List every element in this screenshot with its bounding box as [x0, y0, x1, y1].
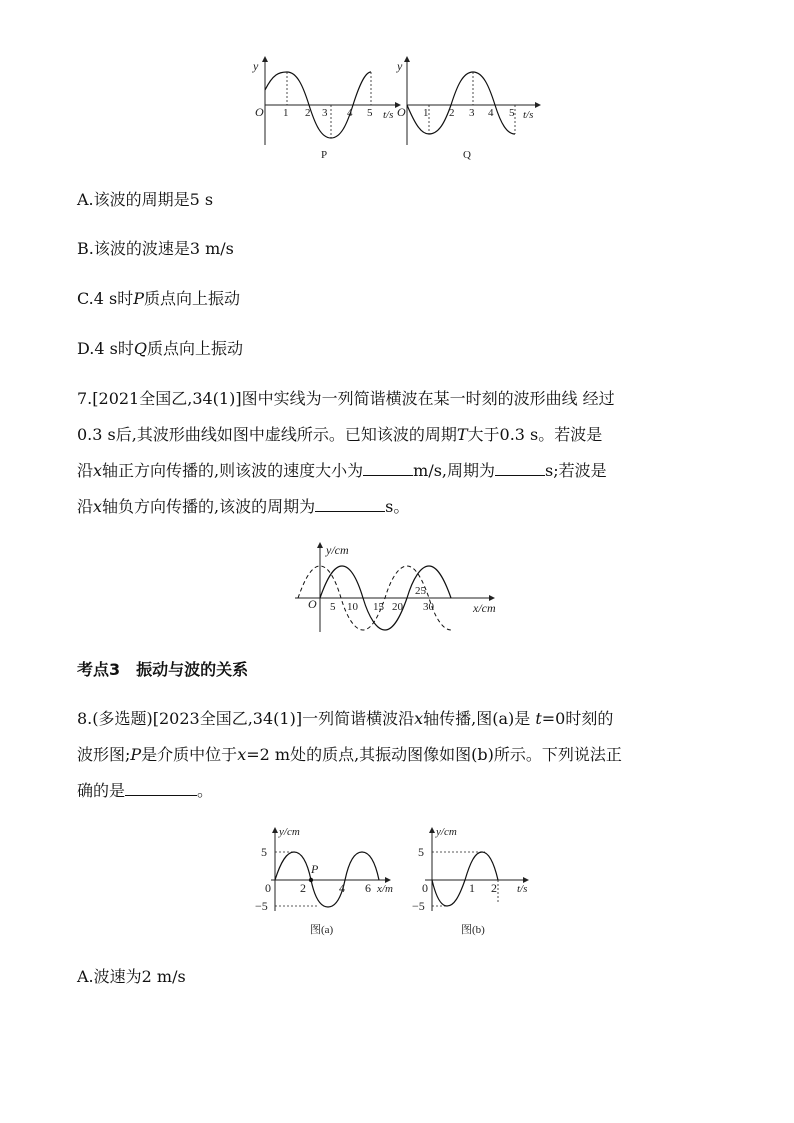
q7-blank-period-pos[interactable] — [495, 460, 545, 476]
figure-8a-tick: 2 — [300, 881, 306, 895]
figure-7-tick: 10 — [347, 601, 358, 613]
graph-p-tick: 1 — [283, 107, 289, 119]
figure-8a-y-label: y/cm — [279, 826, 300, 838]
q8-line-2-a: 波形图; — [77, 745, 131, 764]
figure-8b-t-label: t/s — [517, 883, 528, 895]
q7-line-3-c: m/s,周期为 — [413, 461, 496, 480]
q7-line-4 — [77, 496, 409, 518]
figure-7-svg — [293, 540, 513, 635]
q7-line-3 — [77, 460, 607, 482]
q8-answer-blank[interactable] — [125, 780, 197, 796]
q7-line-3-a: 沿 — [77, 461, 94, 480]
figure-8a — [255, 826, 393, 936]
graph-p-tick: 4 — [347, 107, 353, 119]
q8-line-1-c: =0时刻的 — [541, 709, 614, 728]
q6-option-c — [77, 288, 240, 310]
graph-p-caption: P — [321, 149, 328, 161]
figure-7 — [293, 540, 513, 635]
q8-var-t: t — [535, 709, 542, 728]
graph-q-tick: 2 — [449, 107, 455, 119]
q8-line-1 — [77, 708, 613, 730]
figure-8a-point-p-label: P — [311, 862, 319, 876]
q8-var-x: x — [414, 709, 424, 728]
figure-7-tick: 20 — [392, 601, 403, 613]
q7-line-3-b: 轴正方向传播的,则该波的速度大小为 — [102, 461, 364, 480]
figure-8b — [412, 826, 529, 936]
q6-option-c-var: P — [133, 289, 145, 308]
q8-line-2-c: =2 m处的质点,其振动图像如图(b)所示。下列说法正 — [246, 745, 622, 764]
figure-pq-svg — [245, 50, 555, 170]
figure-8a-tick: 6 — [365, 881, 371, 895]
q6-option-b: B.该波的波速是3 m/s — [77, 239, 234, 258]
q7-line-4-a: 沿 — [77, 497, 94, 516]
q7-var-x: x — [93, 497, 103, 516]
figure-8b-y-label: y/cm — [436, 826, 457, 838]
graph-q-origin: O — [397, 105, 406, 119]
graph-p-tick: 3 — [322, 107, 328, 119]
q8-line-1-a: 8.(多选题)[2023全国乙,34(1)]一列简谐横波沿 — [77, 709, 415, 728]
q8-var-x: x — [237, 745, 247, 764]
graph-q-curve — [407, 72, 515, 134]
figure-pq — [245, 50, 555, 170]
graph-q-tick: 3 — [469, 107, 475, 119]
figure-7-origin: O — [308, 597, 317, 611]
q7-var-x: x — [93, 461, 103, 480]
figure-7-tick: 5 — [330, 601, 336, 613]
figure-8b-tick: 1 — [469, 881, 475, 895]
graph-q — [396, 56, 541, 161]
q7-line-4-c: s。 — [385, 497, 410, 516]
q7-line-3-d: s;若波是 — [545, 461, 607, 480]
graph-p-tick: 2 — [305, 107, 311, 119]
graph-q-tick: 1 — [423, 107, 429, 119]
graph-p-origin: O — [255, 105, 264, 119]
section-heading: 考点3 振动与波的关系 — [77, 660, 249, 679]
figure-8b-curve — [432, 852, 498, 906]
q7-var-t: T — [456, 425, 468, 444]
graph-q-y-label: y — [397, 59, 403, 73]
figure-8a-caption: 图(a) — [310, 924, 334, 936]
q6-option-d-pre: D.4 s时 — [77, 339, 134, 358]
q7-line-1: 7.[2021全国乙,34(1)]图中实线为一列简谐横波在某一时刻的波形曲线 经过 — [77, 389, 615, 408]
q8-var-p: P — [130, 745, 142, 764]
q6-option-d-post: 质点向上振动 — [146, 339, 243, 358]
q8-option-a: A.波速为2 m/s — [77, 967, 186, 986]
figure-8b-amp-pos: 5 — [418, 845, 424, 859]
graph-q-caption: Q — [463, 149, 471, 161]
q8-line-1-b: 轴传播,图(a)是 — [423, 709, 536, 728]
q7-line-4-b: 轴负方向传播的,该波的周期为 — [102, 497, 316, 516]
graph-p-t-label: t/s — [383, 109, 394, 121]
q7-line-2 — [77, 424, 602, 446]
figure-8 — [255, 825, 545, 945]
figure-8b-origin: 0 — [422, 881, 428, 895]
figure-8a-origin: 0 — [265, 881, 271, 895]
figure-8b-amp-neg: −5 — [412, 899, 425, 913]
q8-line-3-end: 。 — [197, 781, 214, 800]
q6-option-d — [77, 338, 243, 360]
q7-line-2-a: 0.3 s后,其波形曲线如图中虚线所示。已知该波的周期 — [77, 425, 457, 444]
graph-q-tick: 5 — [509, 107, 515, 119]
graph-p — [252, 56, 401, 161]
figure-8a-amp-pos: 5 — [261, 845, 267, 859]
q6-option-c-pre: C.4 s时 — [77, 289, 134, 308]
figure-8a-x-label: x/m — [377, 883, 393, 895]
figure-8b-tick: 2 — [491, 881, 497, 895]
figure-7-tick: 25 — [415, 585, 426, 597]
figure-7-x-label: x/cm — [473, 601, 496, 615]
figure-8b-caption: 图(b) — [461, 924, 485, 936]
graph-q-t-label: t/s — [523, 109, 534, 121]
q7-line-2-b: 大于0.3 s。若波是 — [467, 425, 603, 444]
q8-line-2-b: 是介质中位于 — [141, 745, 238, 764]
figure-8a-tick: 4 — [339, 881, 345, 895]
q7-blank-speed[interactable] — [363, 460, 413, 476]
figure-7-y-label: y/cm — [326, 543, 349, 557]
graph-p-tick: 5 — [367, 107, 373, 119]
figure-7-tick: 30 — [423, 601, 434, 613]
figure-8a-amp-neg: −5 — [255, 899, 268, 913]
q6-option-a: A.该波的周期是5 s — [77, 190, 214, 209]
q7-blank-period-neg[interactable] — [315, 496, 385, 512]
figure-7-tick: 15 — [373, 601, 384, 613]
graph-p-y-label: y — [253, 59, 259, 73]
figure-8-svg — [255, 825, 545, 945]
figure-8a-point-p — [309, 878, 313, 882]
q6-option-d-var: Q — [133, 339, 147, 358]
q8-line-3-text: 确的是 — [77, 781, 126, 800]
q8-line-3 — [77, 780, 213, 802]
graph-q-tick: 4 — [488, 107, 494, 119]
q8-line-2 — [77, 744, 622, 766]
q6-option-c-post: 质点向上振动 — [144, 289, 241, 308]
